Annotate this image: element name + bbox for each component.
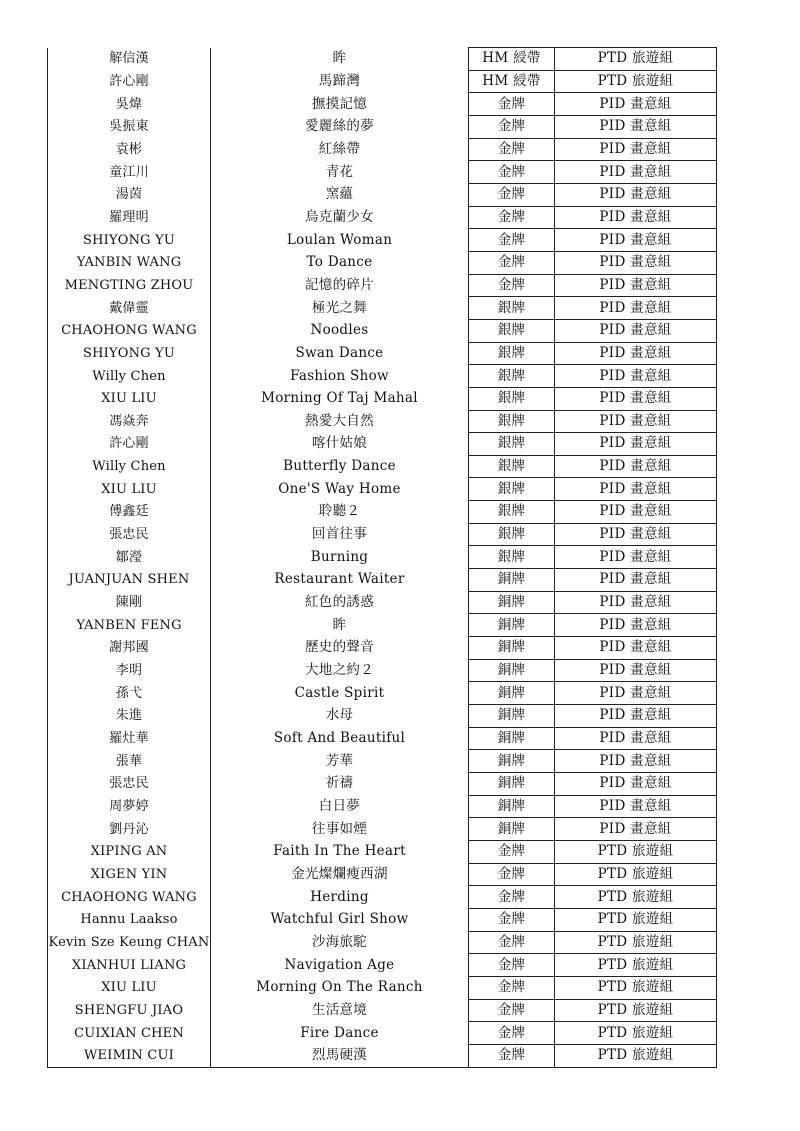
table-row xyxy=(48,818,717,841)
award-level-cell: 銅牌 xyxy=(469,637,555,660)
award-level-cell: 金牌 xyxy=(469,115,555,138)
category-cell: PTD 旅遊組 xyxy=(555,886,717,909)
photographer-name-cell: SHIYONG YU xyxy=(48,342,211,365)
award-level-cell: 金牌 xyxy=(469,976,555,999)
award-level-cell: 銀牌 xyxy=(469,387,555,410)
photographer-name-cell: 馮焱奔 xyxy=(48,410,211,433)
photographer-name-cell: 劉丹沁 xyxy=(48,818,211,841)
photographer-name-cell: CHAOHONG WANG xyxy=(48,886,211,909)
photo-title-cell: 祈禱 xyxy=(211,773,469,796)
award-level-cell: 銀牌 xyxy=(469,342,555,365)
photo-title-cell: Navigation Age xyxy=(211,954,469,977)
photo-title-cell: 紅絲帶 xyxy=(211,138,469,161)
category-cell: PID 畫意組 xyxy=(555,705,717,728)
award-results-body xyxy=(48,48,717,1068)
category-cell: PID 畫意組 xyxy=(555,342,717,365)
photo-title-cell: Morning Of Taj Mahal xyxy=(211,387,469,410)
photo-title-cell: 金光燦爛瘦西湖 xyxy=(211,863,469,886)
table-row xyxy=(48,908,717,931)
photographer-name-cell: MENGTING ZHOU xyxy=(48,274,211,297)
award-level-cell: 金牌 xyxy=(469,206,555,229)
table-row xyxy=(48,523,717,546)
table-row xyxy=(48,659,717,682)
category-cell: PID 畫意組 xyxy=(555,455,717,478)
photographer-name-cell: SHIYONG YU xyxy=(48,229,211,252)
table-row xyxy=(48,161,717,184)
photographer-name-cell: 朱進 xyxy=(48,705,211,728)
category-cell: PID 畫意組 xyxy=(555,478,717,501)
category-cell: PTD 旅遊組 xyxy=(555,908,717,931)
table-row xyxy=(48,206,717,229)
table-row xyxy=(48,931,717,954)
photographer-name-cell: SHENGFU JIAO xyxy=(48,999,211,1022)
table-row xyxy=(48,863,717,886)
table-row xyxy=(48,569,717,592)
table-row xyxy=(48,433,717,456)
table-row xyxy=(48,229,717,252)
photo-title-cell: 大地之約２ xyxy=(211,659,469,682)
award-level-cell: 銅牌 xyxy=(469,682,555,705)
photo-title-cell: 眸 xyxy=(211,48,469,71)
award-level-cell: 銅牌 xyxy=(469,750,555,773)
photo-title-cell: 愛麗絲的夢 xyxy=(211,115,469,138)
award-level-cell: 金牌 xyxy=(469,251,555,274)
photo-title-cell: Watchful Girl Show xyxy=(211,908,469,931)
photographer-name-cell: Hannu Laakso xyxy=(48,908,211,931)
award-level-cell: 金牌 xyxy=(469,1022,555,1045)
photographer-name-cell: XIU LIU xyxy=(48,478,211,501)
category-cell: PID 畫意組 xyxy=(555,727,717,750)
award-level-cell: 銅牌 xyxy=(469,795,555,818)
category-cell: PID 畫意組 xyxy=(555,569,717,592)
photographer-name-cell: XIANHUI LIANG xyxy=(48,954,211,977)
category-cell: PID 畫意組 xyxy=(555,410,717,433)
photographer-name-cell: XIU LIU xyxy=(48,387,211,410)
award-level-cell: 銅牌 xyxy=(469,773,555,796)
photographer-name-cell: YANBIN WANG xyxy=(48,251,211,274)
photographer-name-cell: 解信漢 xyxy=(48,48,211,71)
award-level-cell: 金牌 xyxy=(469,931,555,954)
award-level-cell: 銀牌 xyxy=(469,433,555,456)
table-row xyxy=(48,1044,717,1067)
table-row xyxy=(48,999,717,1022)
photographer-name-cell: XIU LIU xyxy=(48,976,211,999)
category-cell: PTD 旅遊組 xyxy=(555,1022,717,1045)
category-cell: PID 畫意組 xyxy=(555,614,717,637)
photo-title-cell: 青花 xyxy=(211,161,469,184)
photo-title-cell: 烏克蘭少女 xyxy=(211,206,469,229)
category-cell: PID 畫意組 xyxy=(555,818,717,841)
photographer-name-cell: WEIMIN CUI xyxy=(48,1044,211,1067)
category-cell: PTD 旅遊組 xyxy=(555,1044,717,1067)
photo-title-cell: Butterfly Dance xyxy=(211,455,469,478)
award-level-cell: 銀牌 xyxy=(469,297,555,320)
award-level-cell: 銀牌 xyxy=(469,365,555,388)
photographer-name-cell: XIGEN YIN xyxy=(48,863,211,886)
photographer-name-cell: 周夢婷 xyxy=(48,795,211,818)
photographer-name-cell: XIPING AN xyxy=(48,840,211,863)
photo-title-cell: Castle Spirit xyxy=(211,682,469,705)
photo-title-cell: 生活意境 xyxy=(211,999,469,1022)
category-cell: PID 畫意組 xyxy=(555,183,717,206)
award-level-cell: 銅牌 xyxy=(469,727,555,750)
table-row xyxy=(48,387,717,410)
photographer-name-cell: Willy Chen xyxy=(48,455,211,478)
photo-title-cell: Swan Dance xyxy=(211,342,469,365)
photographer-name-cell: 許心剛 xyxy=(48,433,211,456)
photographer-name-cell: 羅灶華 xyxy=(48,727,211,750)
table-row xyxy=(48,115,717,138)
category-cell: PID 畫意組 xyxy=(555,297,717,320)
award-results-table xyxy=(47,47,717,1068)
photo-title-cell: 芳華 xyxy=(211,750,469,773)
photographer-name-cell: 張忠民 xyxy=(48,523,211,546)
award-level-cell: 銀牌 xyxy=(469,546,555,569)
category-cell: PTD 旅遊組 xyxy=(555,954,717,977)
table-row xyxy=(48,365,717,388)
award-level-cell: 金牌 xyxy=(469,840,555,863)
award-level-cell: 銀牌 xyxy=(469,523,555,546)
table-row xyxy=(48,70,717,93)
award-level-cell: 金牌 xyxy=(469,863,555,886)
award-level-cell: 銅牌 xyxy=(469,591,555,614)
table-row xyxy=(48,48,717,71)
photo-title-cell: 熱愛大自然 xyxy=(211,410,469,433)
award-level-cell: 金牌 xyxy=(469,1044,555,1067)
photo-title-cell: 沙海旅駝 xyxy=(211,931,469,954)
table-row xyxy=(48,501,717,524)
category-cell: PID 畫意組 xyxy=(555,365,717,388)
category-cell: PID 畫意組 xyxy=(555,138,717,161)
category-cell: PID 畫意組 xyxy=(555,93,717,116)
photo-title-cell: Loulan Woman xyxy=(211,229,469,252)
photo-title-cell: 歷史的聲音 xyxy=(211,637,469,660)
photo-title-cell: 烈馬硬漢 xyxy=(211,1044,469,1067)
award-level-cell: 金牌 xyxy=(469,908,555,931)
photographer-name-cell: 李明 xyxy=(48,659,211,682)
table-row xyxy=(48,840,717,863)
table-row xyxy=(48,93,717,116)
photographer-name-cell: 許心剛 xyxy=(48,70,211,93)
photographer-name-cell: 陳剛 xyxy=(48,591,211,614)
award-level-cell: 銅牌 xyxy=(469,614,555,637)
category-cell: PID 畫意組 xyxy=(555,115,717,138)
photographer-name-cell: JUANJUAN SHEN xyxy=(48,569,211,592)
table-row xyxy=(48,614,717,637)
table-row xyxy=(48,342,717,365)
photo-title-cell: One'S Way Home xyxy=(211,478,469,501)
category-cell: PTD 旅遊組 xyxy=(555,999,717,1022)
photographer-name-cell: 謝邦國 xyxy=(48,637,211,660)
photographer-name-cell: 吳振東 xyxy=(48,115,211,138)
award-level-cell: 銀牌 xyxy=(469,319,555,342)
photo-title-cell: Burning xyxy=(211,546,469,569)
category-cell: PID 畫意組 xyxy=(555,206,717,229)
photographer-name-cell: 張忠民 xyxy=(48,773,211,796)
category-cell: PID 畫意組 xyxy=(555,387,717,410)
award-level-cell: HM 綬帶 xyxy=(469,70,555,93)
photographer-name-cell: YANBEN FENG xyxy=(48,614,211,637)
category-cell: PID 畫意組 xyxy=(555,795,717,818)
photographer-name-cell: 羅理明 xyxy=(48,206,211,229)
table-row xyxy=(48,886,717,909)
category-cell: PTD 旅遊組 xyxy=(555,976,717,999)
award-level-cell: 銀牌 xyxy=(469,455,555,478)
photographer-name-cell: 童江川 xyxy=(48,161,211,184)
photo-title-cell: 窯蘊 xyxy=(211,183,469,206)
photographer-name-cell: 戴偉靈 xyxy=(48,297,211,320)
photographer-name-cell: CHAOHONG WANG xyxy=(48,319,211,342)
table-row xyxy=(48,138,717,161)
table-row xyxy=(48,546,717,569)
award-level-cell: 銀牌 xyxy=(469,501,555,524)
category-cell: PID 畫意組 xyxy=(555,319,717,342)
photographer-name-cell: 吳煒 xyxy=(48,93,211,116)
award-level-cell: HM 綬帶 xyxy=(469,48,555,71)
table-row xyxy=(48,591,717,614)
table-row xyxy=(48,410,717,433)
award-level-cell: 金牌 xyxy=(469,161,555,184)
award-level-cell: 銀牌 xyxy=(469,478,555,501)
award-level-cell: 銅牌 xyxy=(469,659,555,682)
table-row xyxy=(48,183,717,206)
photographer-name-cell: 鄒瀅 xyxy=(48,546,211,569)
photographer-name-cell: Willy Chen xyxy=(48,365,211,388)
award-level-cell: 金牌 xyxy=(469,93,555,116)
category-cell: PID 畫意組 xyxy=(555,591,717,614)
table-row xyxy=(48,682,717,705)
table-row xyxy=(48,727,717,750)
category-cell: PTD 旅遊組 xyxy=(555,48,717,71)
table-row xyxy=(48,637,717,660)
photographer-name-cell: 張華 xyxy=(48,750,211,773)
category-cell: PID 畫意組 xyxy=(555,682,717,705)
photo-title-cell: 白日夢 xyxy=(211,795,469,818)
table-row xyxy=(48,297,717,320)
photo-title-cell: Morning On The Ranch xyxy=(211,976,469,999)
photo-title-cell: 記憶的碎片 xyxy=(211,274,469,297)
photo-title-cell: Noodles xyxy=(211,319,469,342)
category-cell: PID 畫意組 xyxy=(555,546,717,569)
award-level-cell: 金牌 xyxy=(469,183,555,206)
category-cell: PID 畫意組 xyxy=(555,161,717,184)
photo-title-cell: 眸 xyxy=(211,614,469,637)
table-row xyxy=(48,319,717,342)
category-cell: PID 畫意組 xyxy=(555,501,717,524)
photo-title-cell: 撫摸記憶 xyxy=(211,93,469,116)
award-level-cell: 金牌 xyxy=(469,886,555,909)
photo-title-cell: 極光之舞 xyxy=(211,297,469,320)
category-cell: PID 畫意組 xyxy=(555,433,717,456)
category-cell: PTD 旅遊組 xyxy=(555,863,717,886)
photographer-name-cell: 袁彬 xyxy=(48,138,211,161)
table-row xyxy=(48,954,717,977)
table-row xyxy=(48,1022,717,1045)
photo-title-cell: Soft And Beautiful xyxy=(211,727,469,750)
category-cell: PID 畫意組 xyxy=(555,773,717,796)
award-level-cell: 銅牌 xyxy=(469,705,555,728)
award-level-cell: 金牌 xyxy=(469,274,555,297)
award-level-cell: 金牌 xyxy=(469,229,555,252)
category-cell: PID 畫意組 xyxy=(555,659,717,682)
category-cell: PID 畫意組 xyxy=(555,750,717,773)
award-level-cell: 金牌 xyxy=(469,138,555,161)
photographer-name-cell: 湯茵 xyxy=(48,183,211,206)
category-cell: PID 畫意組 xyxy=(555,251,717,274)
table-row xyxy=(48,705,717,728)
table-row xyxy=(48,773,717,796)
photo-title-cell: 馬蹄灣 xyxy=(211,70,469,93)
photo-title-cell: Fashion Show xyxy=(211,365,469,388)
table-row xyxy=(48,750,717,773)
photo-title-cell: To Dance xyxy=(211,251,469,274)
photo-title-cell: Faith In The Heart xyxy=(211,840,469,863)
award-level-cell: 銅牌 xyxy=(469,818,555,841)
category-cell: PID 畫意組 xyxy=(555,637,717,660)
photo-title-cell: 聆聽２ xyxy=(211,501,469,524)
award-level-cell: 金牌 xyxy=(469,954,555,977)
category-cell: PID 畫意組 xyxy=(555,229,717,252)
photo-title-cell: 回首往事 xyxy=(211,523,469,546)
award-level-cell: 銅牌 xyxy=(469,569,555,592)
table-row xyxy=(48,251,717,274)
photographer-name-cell: 孫弋 xyxy=(48,682,211,705)
photographer-name-cell: 傅鑫廷 xyxy=(48,501,211,524)
table-row xyxy=(48,274,717,297)
photo-title-cell: Restaurant Waiter xyxy=(211,569,469,592)
award-level-cell: 銀牌 xyxy=(469,410,555,433)
photographer-name-cell: Kevin Sze Keung CHAN xyxy=(48,931,211,954)
photo-title-cell: 水母 xyxy=(211,705,469,728)
table-row xyxy=(48,478,717,501)
photo-title-cell: Fire Dance xyxy=(211,1022,469,1045)
category-cell: PTD 旅遊組 xyxy=(555,931,717,954)
table-row xyxy=(48,795,717,818)
category-cell: PTD 旅遊組 xyxy=(555,70,717,93)
photo-title-cell: 往事如煙 xyxy=(211,818,469,841)
category-cell: PID 畫意組 xyxy=(555,274,717,297)
award-level-cell: 金牌 xyxy=(469,999,555,1022)
category-cell: PID 畫意組 xyxy=(555,523,717,546)
photographer-name-cell: CUIXIAN CHEN xyxy=(48,1022,211,1045)
table-row xyxy=(48,455,717,478)
category-cell: PTD 旅遊組 xyxy=(555,840,717,863)
table-row xyxy=(48,976,717,999)
photo-title-cell: 喀什姑娘 xyxy=(211,433,469,456)
photo-title-cell: Herding xyxy=(211,886,469,909)
photo-title-cell: 紅色的誘惑 xyxy=(211,591,469,614)
